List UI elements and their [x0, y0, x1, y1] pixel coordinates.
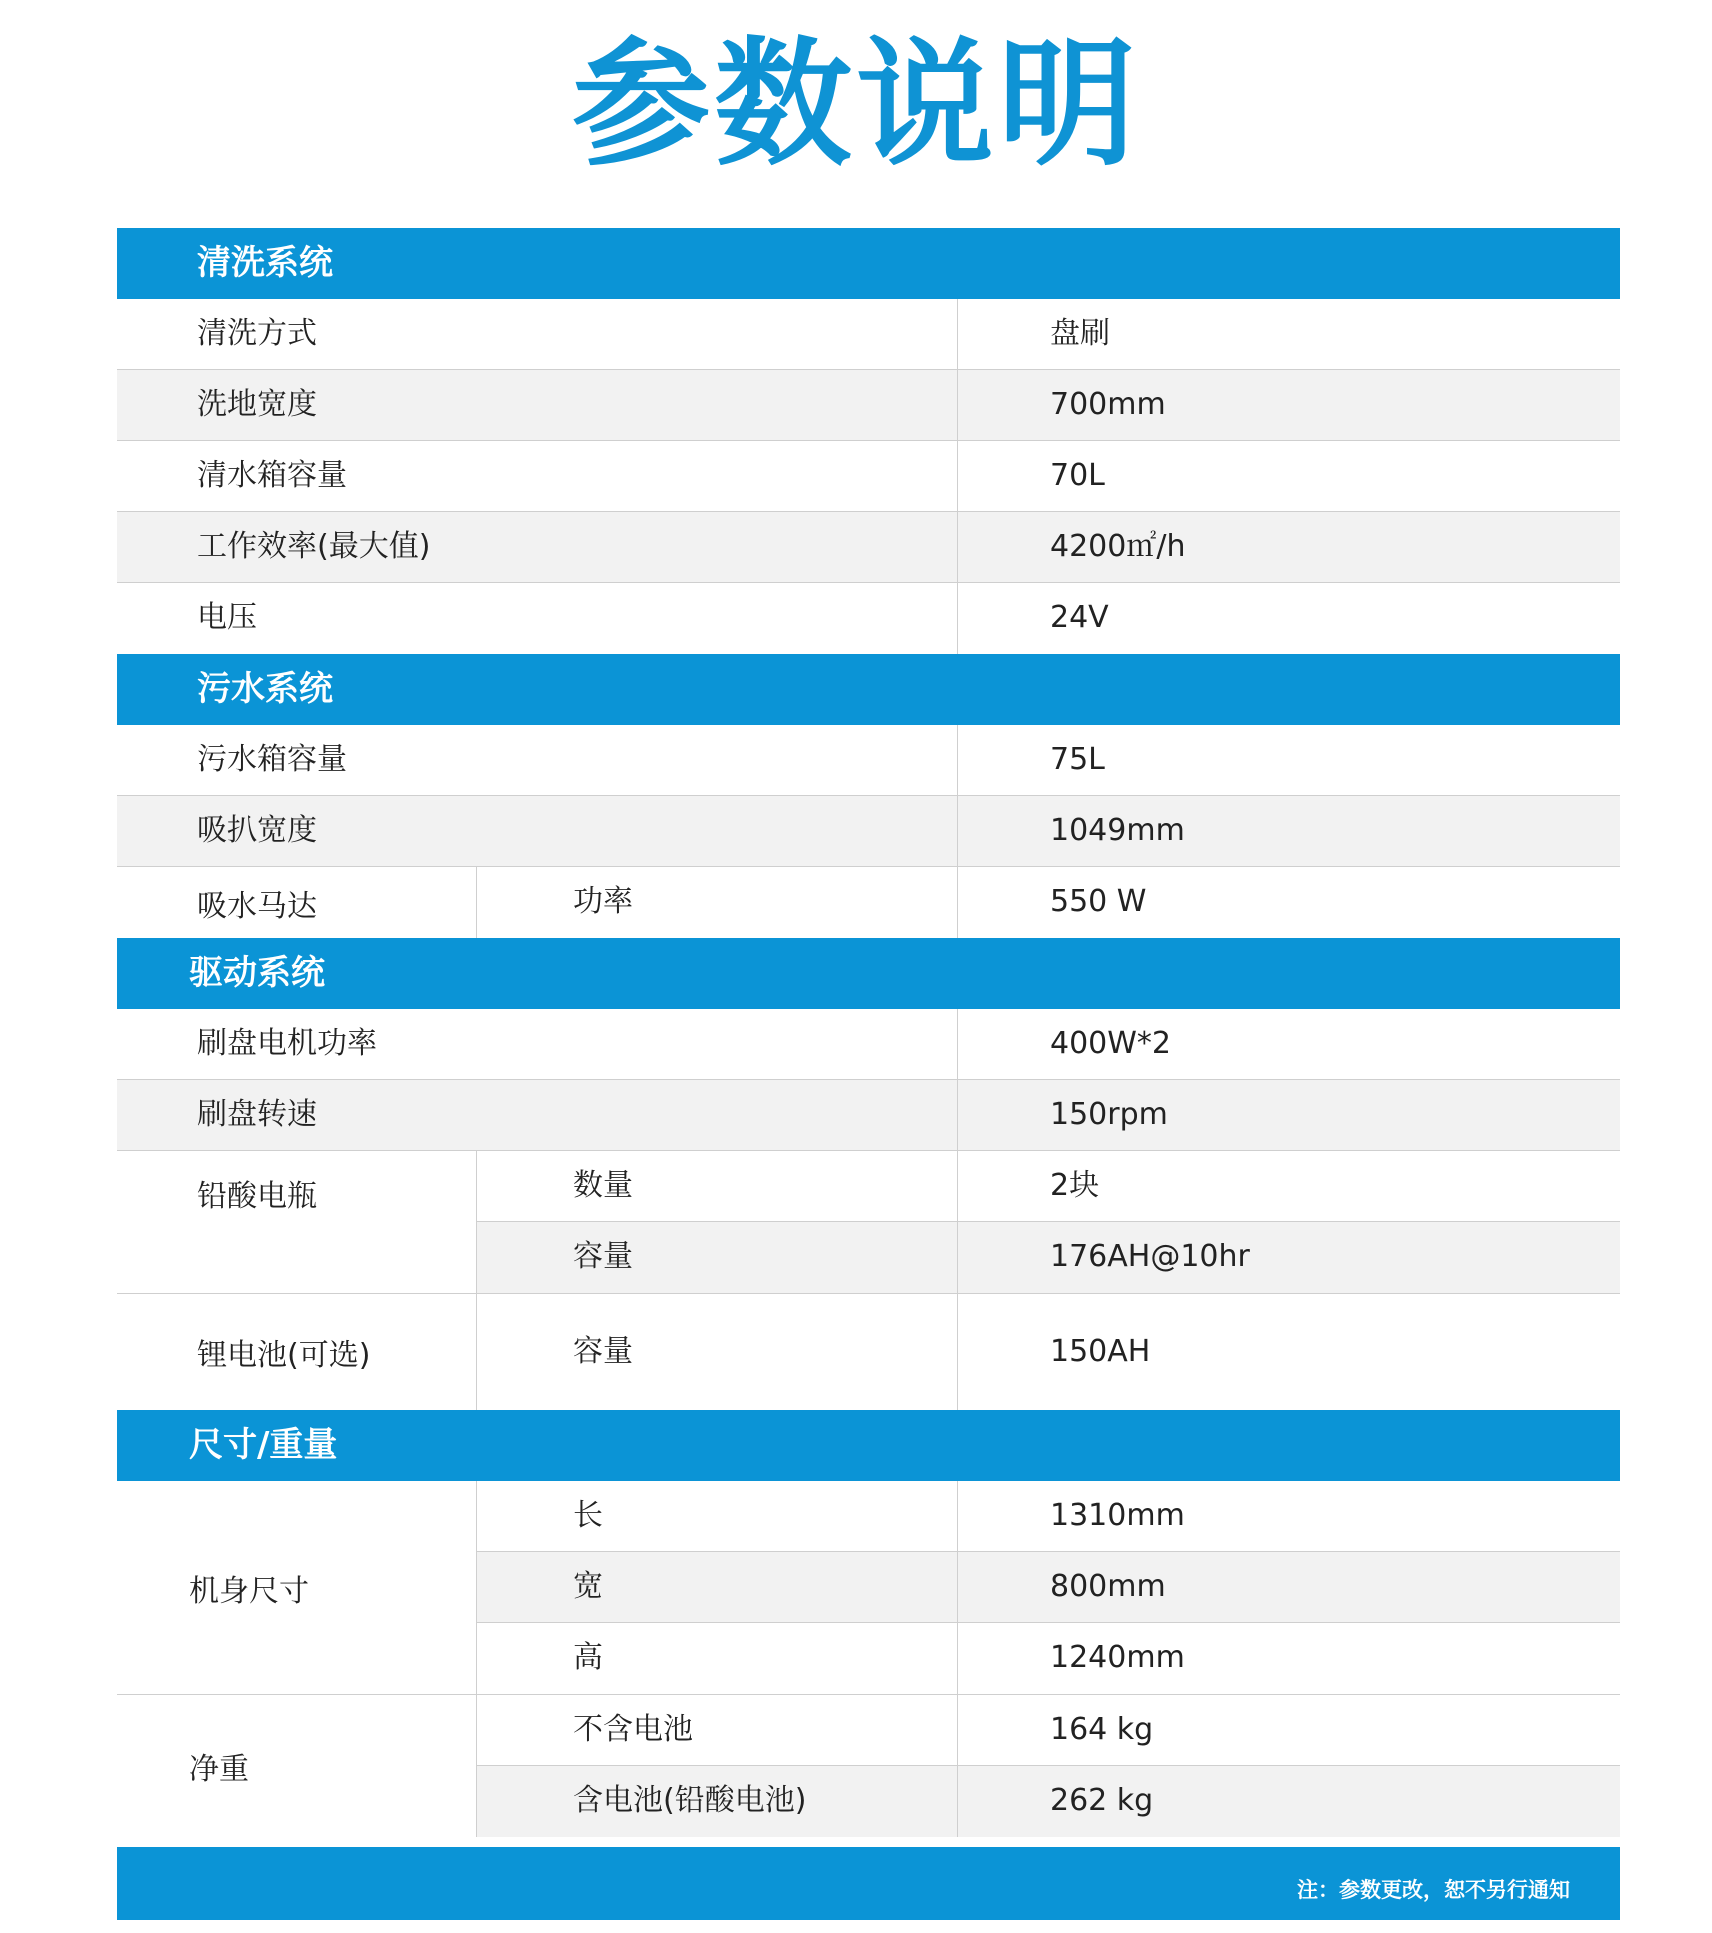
- group-rows: [477, 1481, 1620, 1694]
- spec-value: 164 kg: [1050, 1712, 1154, 1747]
- table-row: [117, 441, 1620, 512]
- spec-value: 150AH: [1050, 1334, 1151, 1369]
- section-header-drive: 驱动系统: [117, 938, 1620, 1009]
- spec-label: 工作效率(最大值): [117, 512, 958, 582]
- spec-value: 75L: [1050, 742, 1105, 777]
- table-row: [477, 1766, 1620, 1837]
- sub-label: 宽: [477, 1552, 958, 1622]
- spec-value: 24V: [1050, 600, 1109, 635]
- sub-label: 长: [477, 1481, 958, 1551]
- spec-label: 吸扒宽度: [117, 796, 958, 866]
- footer-note: 注：参数更改，恕不另行通知: [117, 1847, 1620, 1920]
- spec-value: 1240mm: [1050, 1640, 1185, 1675]
- spec-group-net-weight: [117, 1695, 1620, 1837]
- sub-label: 功率: [477, 867, 958, 938]
- spec-value: 1049mm: [1050, 813, 1185, 848]
- table-row: [477, 1481, 1620, 1552]
- table-row: [477, 1222, 1620, 1293]
- sub-label: 容量: [477, 1222, 958, 1293]
- group-rows: [477, 1294, 1620, 1410]
- group-rows: [477, 867, 1620, 938]
- section-header-cleaning: 清洗系统: [117, 228, 1620, 299]
- spec-label: 电压: [117, 583, 958, 654]
- group-label: 机身尺寸: [117, 1481, 477, 1694]
- spec-value: 4200㎡/h: [1050, 529, 1186, 564]
- spec-value: 176AH@10hr: [1050, 1239, 1250, 1274]
- table-row: [117, 583, 1620, 654]
- spec-label: 洗地宽度: [117, 370, 958, 440]
- spec-group-body-size: [117, 1481, 1620, 1695]
- group-rows: [477, 1695, 1620, 1837]
- spec-group-suction-motor: [117, 867, 1620, 938]
- spec-label: 刷盘电机功率: [117, 1009, 958, 1079]
- group-rows: [477, 1151, 1620, 1293]
- spec-value: 70L: [1050, 458, 1105, 493]
- spec-group-lead-acid: [117, 1151, 1620, 1294]
- table-row: [477, 1695, 1620, 1766]
- spec-value: 262 kg: [1050, 1783, 1154, 1818]
- spec-table: [117, 228, 1620, 1837]
- table-row: [117, 299, 1620, 370]
- group-label: 吸水马达: [117, 867, 477, 938]
- spec-group-lithium: [117, 1294, 1620, 1410]
- table-row: [117, 1009, 1620, 1080]
- table-row: [477, 1623, 1620, 1694]
- table-row: [117, 725, 1620, 796]
- spec-label: 污水箱容量: [117, 725, 958, 795]
- table-row: [117, 1080, 1620, 1151]
- sub-label: 含电池(铅酸电池): [477, 1766, 958, 1837]
- spec-value: 150rpm: [1050, 1097, 1168, 1132]
- spec-value: 700mm: [1050, 387, 1166, 422]
- table-row: [117, 796, 1620, 867]
- group-label: 净重: [117, 1695, 477, 1837]
- table-row: [117, 512, 1620, 583]
- spec-value: 800mm: [1050, 1569, 1166, 1604]
- table-row: [477, 1294, 1620, 1410]
- spec-label: 刷盘转速: [117, 1080, 958, 1150]
- sub-label: 高: [477, 1623, 958, 1694]
- spec-value: 400W*2: [1050, 1026, 1172, 1061]
- page-title: 参数说明: [571, 24, 1140, 185]
- group-label: 锂电池(可选): [117, 1294, 477, 1410]
- section-header-dimensions: 尺寸/重量: [117, 1410, 1620, 1481]
- sub-label: 不含电池: [477, 1695, 958, 1765]
- spec-value: 2块: [1050, 1168, 1100, 1203]
- table-row: [477, 1552, 1620, 1623]
- table-row: [477, 867, 1620, 938]
- spec-value: 1310mm: [1050, 1498, 1185, 1533]
- table-row: [117, 370, 1620, 441]
- section-header-sewage: 污水系统: [117, 654, 1620, 725]
- sub-label: 数量: [477, 1151, 958, 1221]
- spec-label: 清水箱容量: [117, 441, 958, 511]
- spec-value: 盘刷: [1050, 316, 1110, 351]
- sub-label: 容量: [477, 1294, 958, 1410]
- spec-value: 550 W: [1050, 884, 1147, 919]
- group-label: 铅酸电瓶: [117, 1151, 477, 1293]
- table-row: [477, 1151, 1620, 1222]
- spec-label: 清洗方式: [117, 299, 958, 369]
